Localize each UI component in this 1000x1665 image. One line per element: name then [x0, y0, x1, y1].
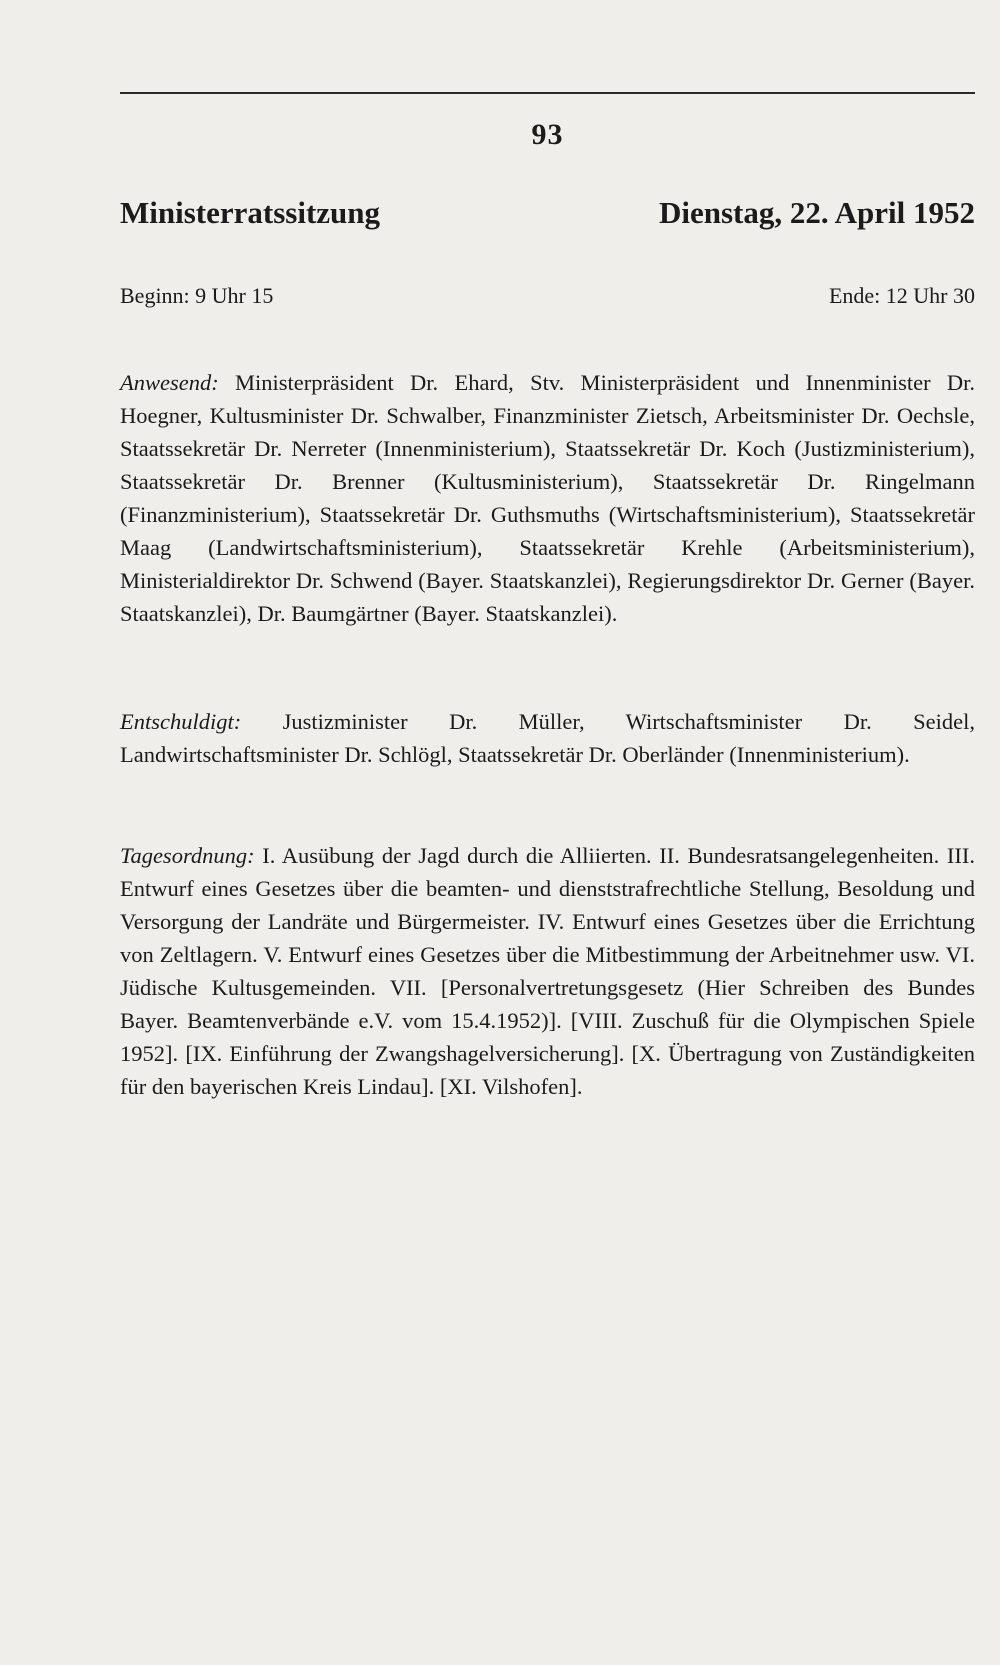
end-time: Ende: 12 Uhr 30 — [828, 283, 975, 308]
title-row — [120, 195, 975, 245]
excused-text: Justizminister Dr. Müller, Wirtschaftsminister Dr. Seidel, Landwirtschaftsminister Dr. Schlögl, Staatssekretär Dr. Oberländer (Innenministerium). — [120, 709, 975, 767]
agenda-paragraph — [120, 839, 975, 1103]
agenda-label: Tagesordnung: — [120, 843, 255, 868]
begin-time: Beginn: 9 Uhr 15 — [120, 283, 274, 308]
attendees-paragraph — [120, 366, 975, 630]
excused-paragraph — [120, 705, 975, 771]
meeting-date: Dienstag, 22. April 1952 — [658, 195, 975, 230]
meeting-title: Ministerratssitzung — [120, 195, 381, 230]
attendees-text: Ministerpräsident Dr. Ehard, Stv. Ministerpräsident und Innenminister Dr. Hoegner, Kultusminister Dr. Schwalber, Finanzminister Zietsch, Arbeitsminister Dr. Oechsle, Staatssekretär Dr. Nerreter (Innenministerium), Staatssekretär Dr. Koch (Justizministerium), Staatssekretär Dr. Brenner (Kultusministerium), Staatssekretär Dr. Ringelmann (Finanzministerium), Staatssekretär Dr. Guthsmuths (Wirtschaftsministerium), Staatssekretär Maag (Landwirtschaftsministerium), Staatssekretär Krehle (Arbeitsministerium), Ministerialdirektor Dr. Schwend (Bayer. Staatskanzlei), Regierungsdirektor Dr. Gerner (Bayer. Staatskanzlei), Dr. Baumgärtner (Bayer. Staatskanzlei). — [120, 370, 975, 626]
agenda-text: I. Ausübung der Jagd durch die Alliierten. II. Bundesratsangelegenheiten. III. Entwurf eines Gesetzes über die beamten- und dienststrafrechtliche Stellung, Besoldung und Versorgung der Landräte und Bürgermeister. IV. Entwurf eines Gesetzes über die Errichtung von Zeltlagern. V. Entwurf eines Gesetzes über die Mitbestimmung der Arbeitnehmer usw. VI. Jüdische Kultusgemeinden. VII. [Personalvertretungsgesetz (Hier Schreiben des Bundes Bayer. Beamtenverbände e.V. vom 15.4.1952)]. [VIII. Zuschuß für die Olympischen Spiele 1952]. [IX. Einführung der Zwangshagelversicherung]. [X. Übertragung von Zuständigkeiten für den bayerischen Kreis Lindau]. [XI. Vilshofen]. — [120, 843, 975, 1099]
document-number: 93 — [531, 118, 564, 151]
time-row — [120, 283, 975, 313]
excused-label: Entschuldigt: — [120, 709, 242, 734]
attendees-label: Anwesend: — [120, 370, 219, 395]
header-rule — [120, 92, 975, 94]
